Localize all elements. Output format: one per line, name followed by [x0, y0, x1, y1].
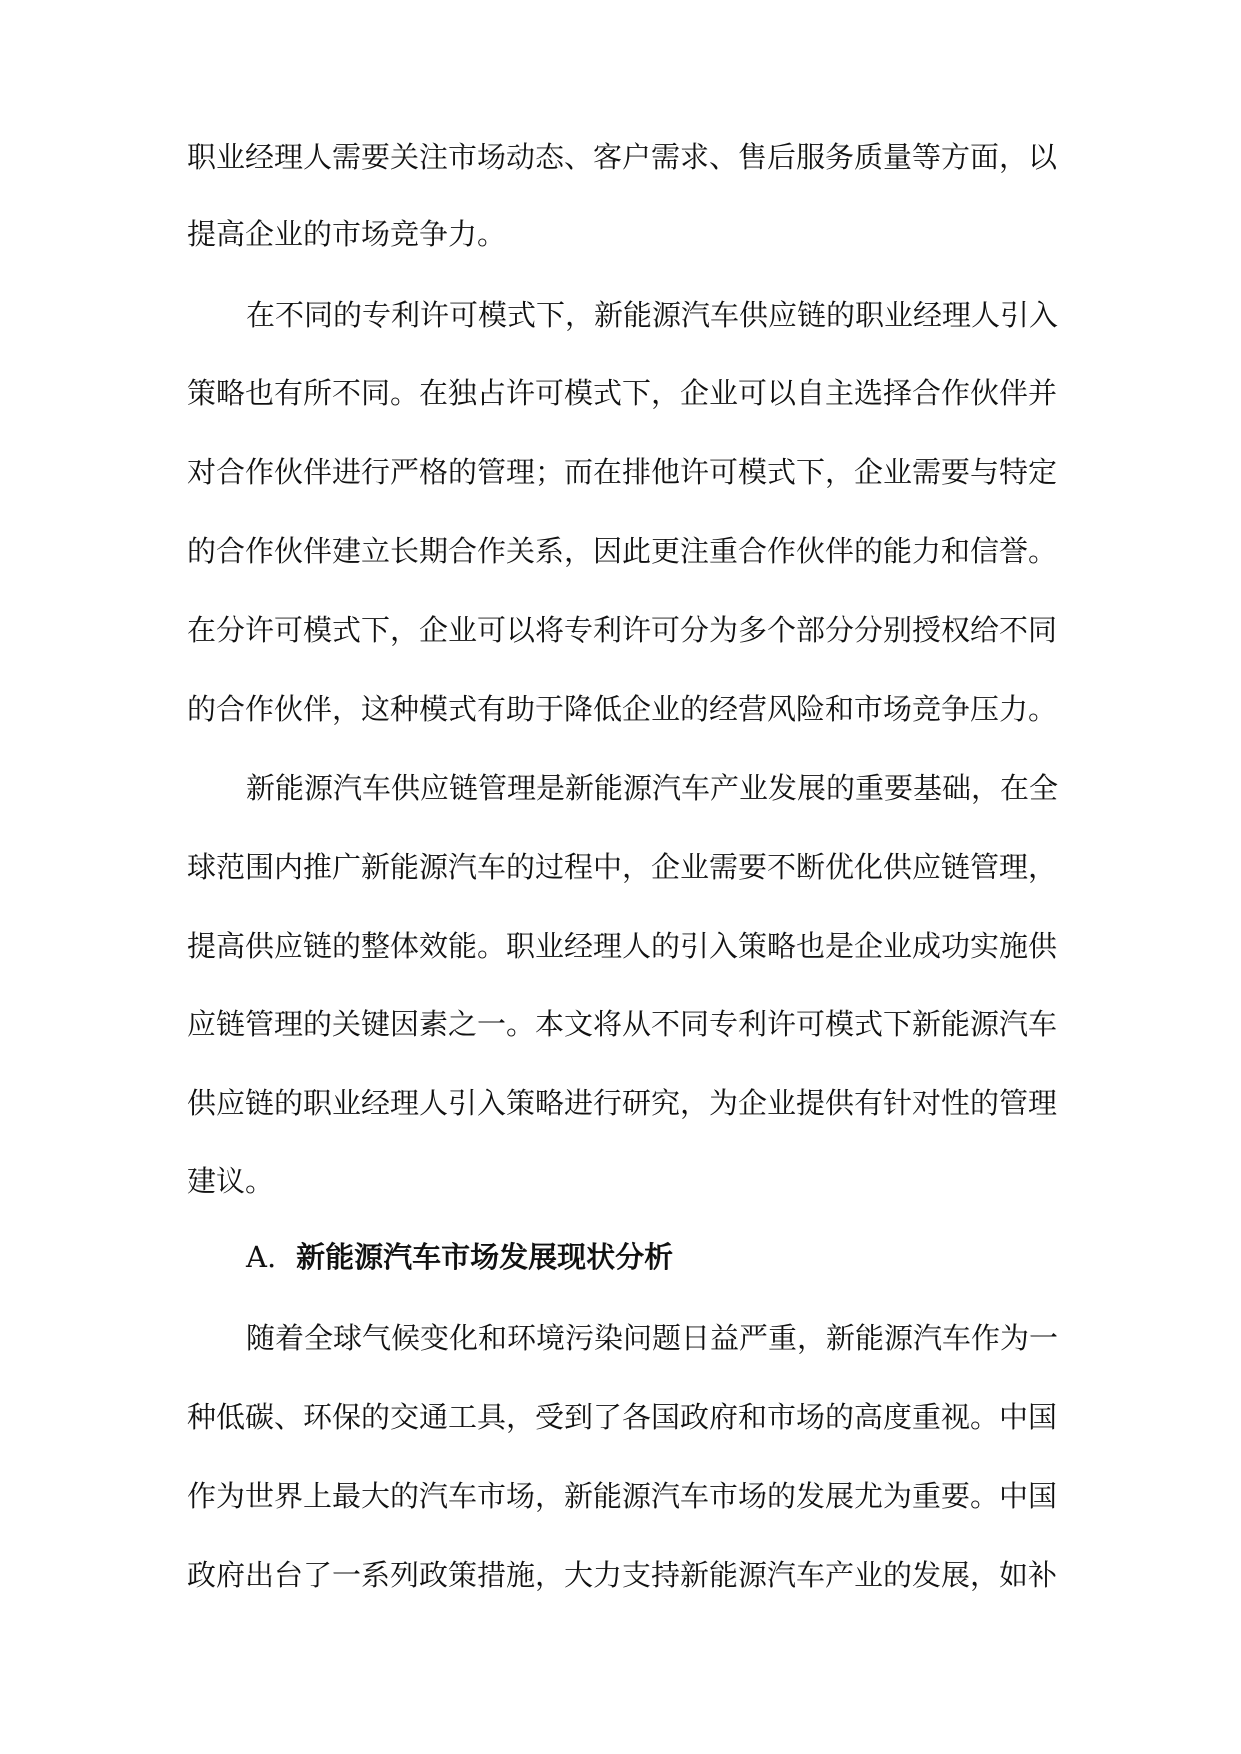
text-line: 作为世界上最大的汽车市场，新能源汽车市场的发展尤为重要。中国	[187, 1479, 1058, 1513]
text-line: 的合作伙伴建立长期合作关系，因此更注重合作伙伴的能力和信誉。	[187, 534, 1058, 568]
text-line: 政府出台了一系列政策措施，大力支持新能源汽车产业的发展，如补	[187, 1558, 1058, 1592]
text-line: 提高企业的市场竞争力。	[187, 217, 507, 251]
text-line: 对合作伙伴进行严格的管理；而在排他许可模式下，企业需要与特定	[187, 455, 1058, 489]
text-line: 的合作伙伴，这种模式有助于降低企业的经营风险和市场竞争压力。	[187, 692, 1058, 726]
section-heading	[246, 1237, 673, 1277]
text-line: 种低碳、环保的交通工具，受到了各国政府和市场的高度重视。中国	[187, 1400, 1058, 1434]
section-title: 新能源汽车市场发展现状分析	[296, 1240, 674, 1274]
text-line: 建议。	[187, 1164, 275, 1198]
text-line: 策略也有所不同。在独占许可模式下，企业可以自主选择合作伙伴并	[187, 376, 1058, 410]
text-line: 应链管理的关键因素之一。本文将从不同专利许可模式下新能源汽车	[187, 1007, 1058, 1041]
text-line: 职业经理人需要关注市场动态、客户需求、售后服务质量等方面，以	[187, 140, 1058, 174]
text-line: 新能源汽车供应链管理是新能源汽车产业发展的重要基础，在全	[246, 771, 1059, 805]
section-marker: A.	[246, 1240, 277, 1274]
text-line: 在不同的专利许可模式下，新能源汽车供应链的职业经理人引入	[246, 298, 1059, 332]
text-line: 供应链的职业经理人引入策略进行研究，为企业提供有针对性的管理	[187, 1086, 1058, 1120]
text-line: 球范围内推广新能源汽车的过程中，企业需要不断优化供应链管理，	[187, 850, 1058, 884]
text-line: 提高供应链的整体效能。职业经理人的引入策略也是企业成功实施供	[187, 929, 1058, 963]
text-line: 随着全球气候变化和环境污染问题日益严重，新能源汽车作为一	[246, 1321, 1059, 1355]
text-line: 在分许可模式下，企业可以将专利许可分为多个部分分别授权给不同	[187, 613, 1058, 647]
